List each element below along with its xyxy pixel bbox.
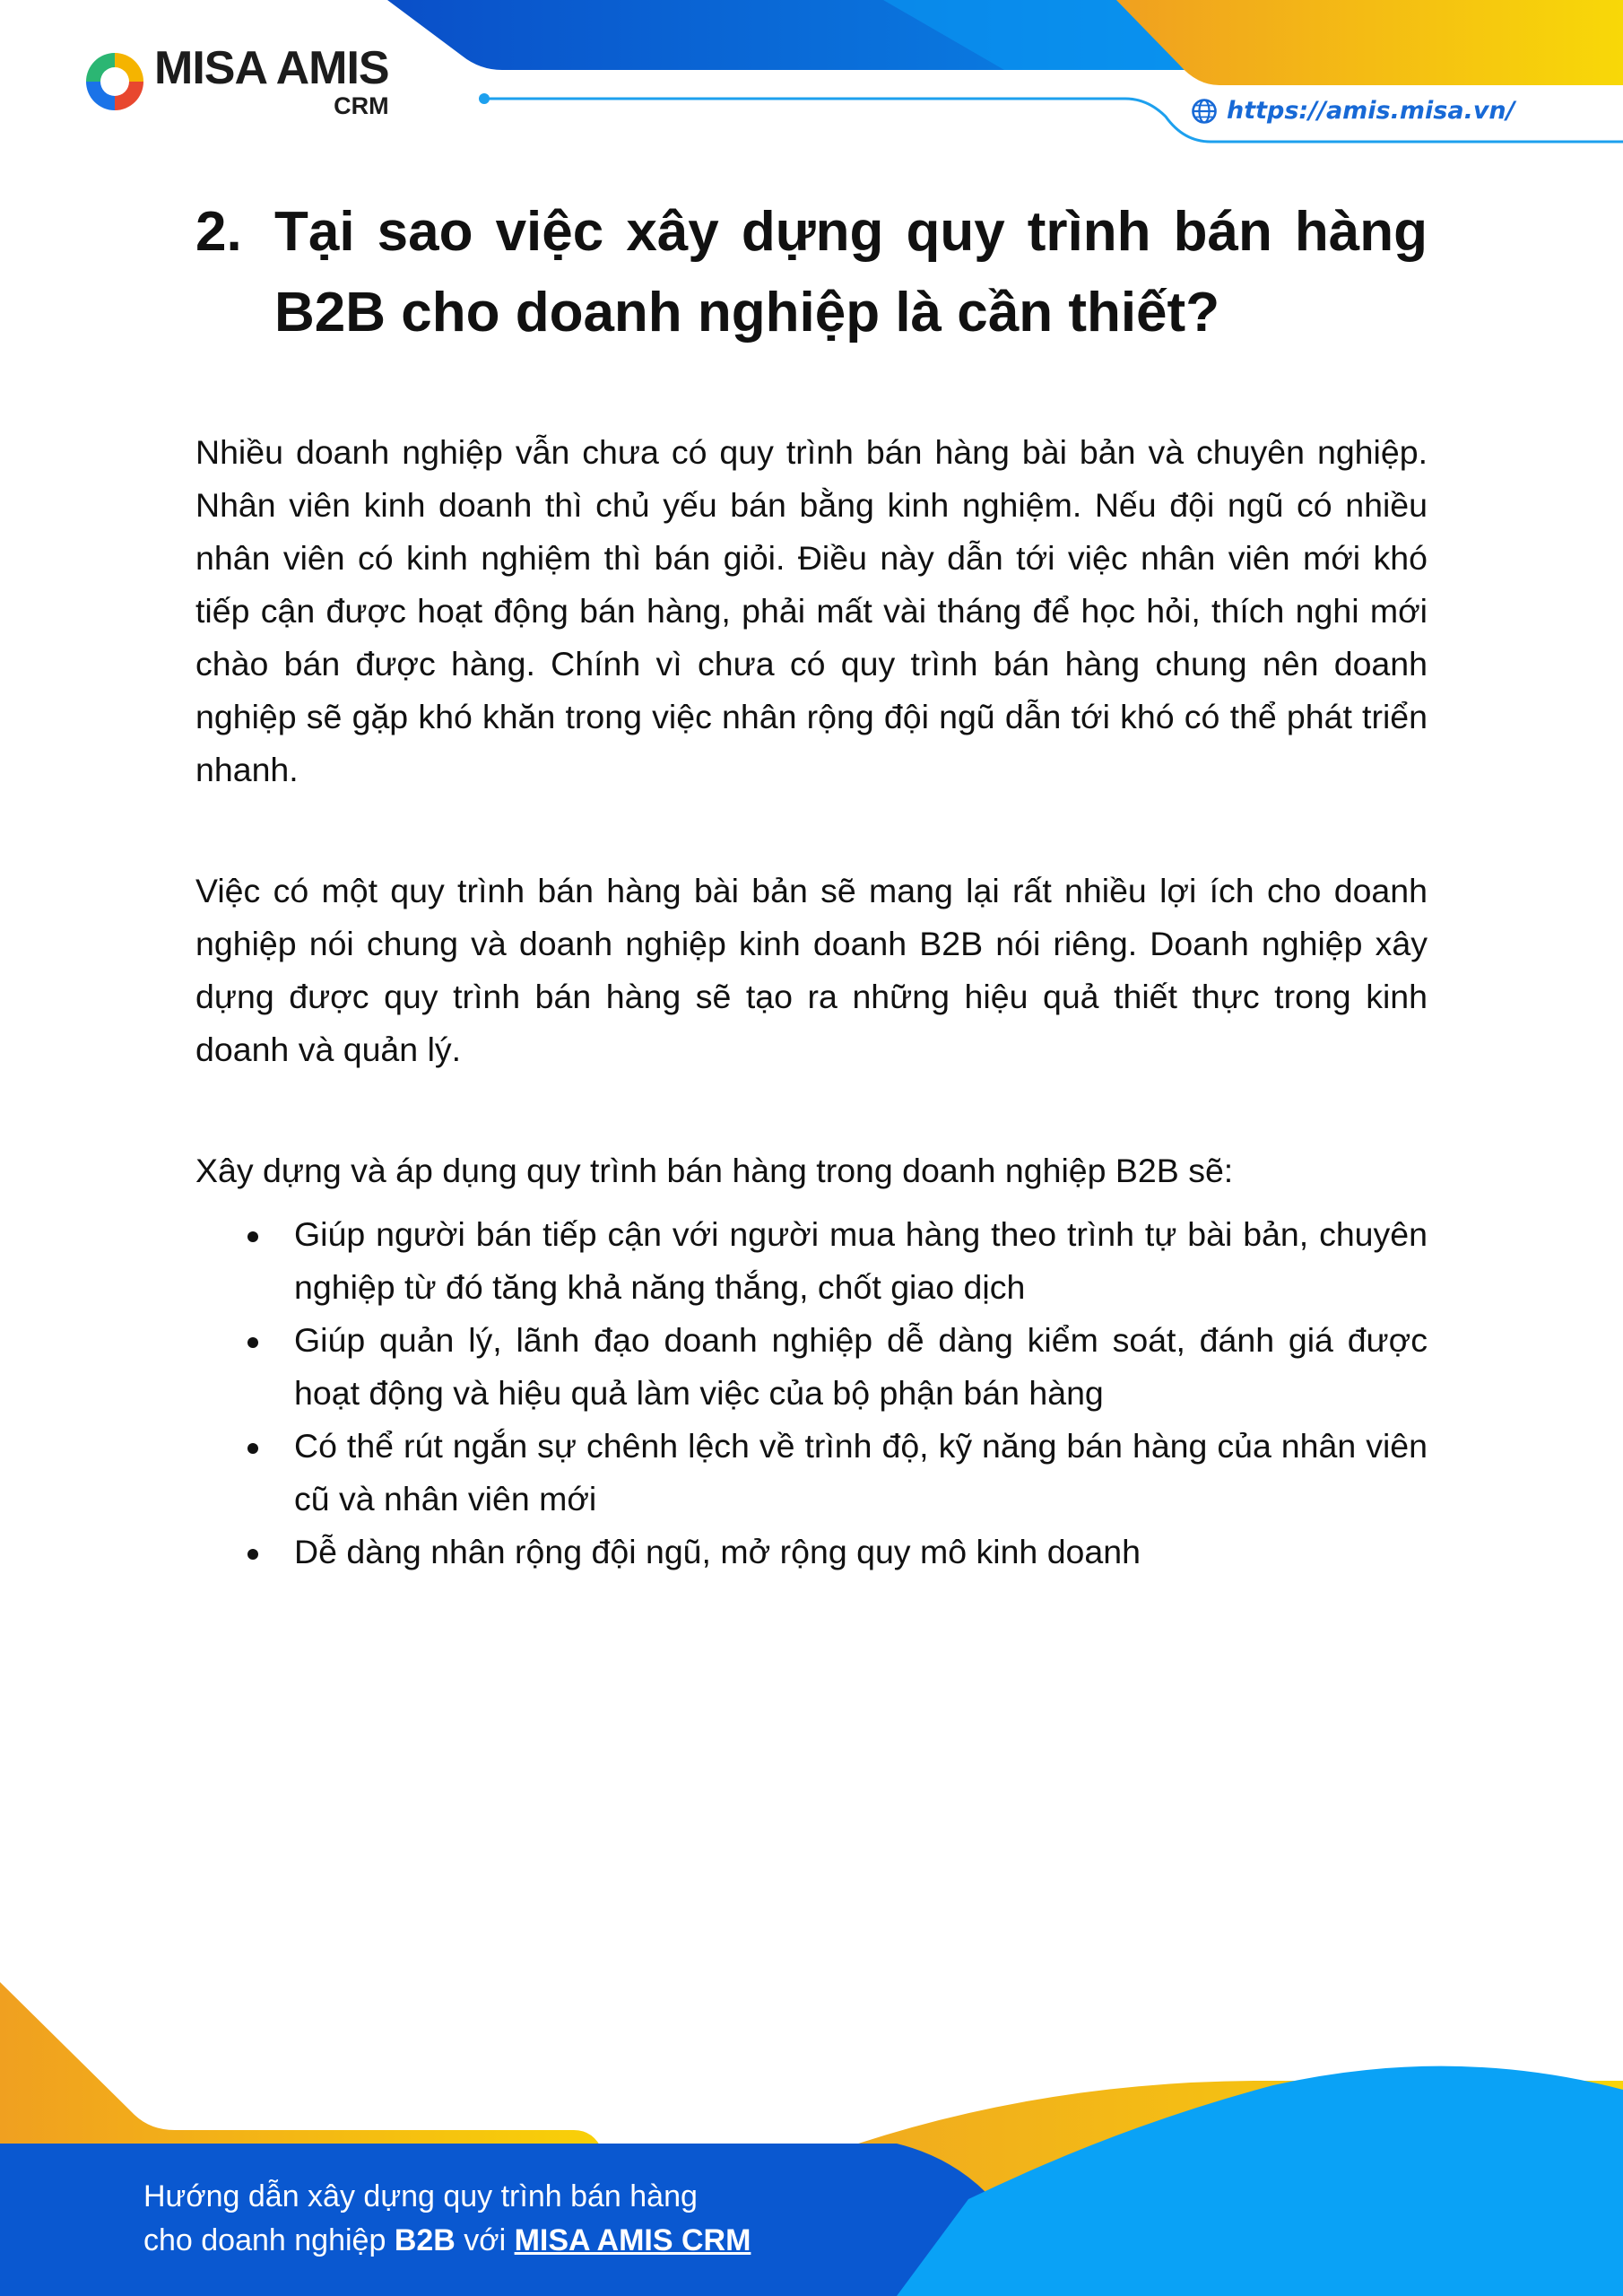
logo-sub-text: CRM — [334, 92, 389, 119]
section-title: Tại sao việc xây dựng quy trình bán hàng B2B cho doanh nghiệp là cần thiết? — [274, 201, 1428, 344]
footer-b2b: B2B — [394, 2223, 456, 2257]
bullet-icon — [247, 1231, 258, 1242]
list-item — [195, 1208, 1428, 1314]
section-heading — [195, 192, 1428, 353]
benefits-list — [195, 1208, 1428, 1578]
misa-logo-icon — [82, 49, 147, 114]
footer-line-1: Hướng dẫn xây dựng quy trình bán hàng — [143, 2179, 698, 2213]
footer-line-2-prefix: cho doanh nghiệp — [143, 2223, 395, 2257]
footer-caption — [143, 2175, 950, 2263]
list-item — [195, 1420, 1428, 1526]
paragraph-1: Nhiều doanh nghiệp vẫn chưa có quy trình bán hàng bài bản và chuyên nghiệp. Nhân viên kinh doanh thì chủ yếu bán bằng kinh nghiệm. Nếu đội ngũ có nhiều nhân viên có kinh nghiệm thì bán giỏi. Điều này dẫn tới việc nhân viên mới khó tiếp cận được hoạt động bán hàng, phải mất vài tháng để học hỏi, thích nghi mới chào bán được hàng. Chính vì chưa có quy trình bán hàng chung nên doanh nghiệp sẽ gặp khó khăn trong việc nhân rộng đội ngũ dẫn tới khó có thể phát triển nhanh. — [195, 433, 1428, 788]
bullet-icon — [247, 1443, 258, 1454]
website-link[interactable] — [1191, 97, 1515, 125]
bullet-icon — [247, 1337, 258, 1348]
list-item-text: Giúp quản lý, lãnh đạo doanh nghiệp dễ dàng kiểm soát, đánh giá được hoạt động và hiệu quả làm việc của bộ phận bán hàng — [294, 1321, 1428, 1412]
misa-amis-crm-logo[interactable] — [82, 42, 389, 119]
list-item-text: Có thể rút ngắn sự chênh lệch về trình độ, kỹ năng bán hàng của nhân viên cũ và nhân viên mới — [294, 1427, 1428, 1518]
footer-line-2 — [143, 2219, 950, 2263]
logo-brand-text: MISA AMIS — [154, 42, 389, 94]
footer-brand-link[interactable]: MISA AMIS CRM — [514, 2223, 751, 2257]
list-item-text: Giúp người bán tiếp cận với người mua hàng theo trình tự bài bản, chuyên nghiệp từ đó tăng khả năng thắng, chốt giao dịch — [294, 1215, 1428, 1306]
list-item-text: Dễ dàng nhân rộng đội ngũ, mở rộng quy mô kinh doanh — [294, 1533, 1141, 1570]
list-item — [195, 1314, 1428, 1420]
globe-icon — [1191, 98, 1218, 125]
paragraph-3: Xây dựng và áp dụng quy trình bán hàng trong doanh nghiệp B2B sẽ: — [195, 1152, 1234, 1189]
bullet-icon — [247, 1549, 258, 1560]
website-url: https://amis.misa.vn/ — [1227, 97, 1515, 125]
list-item — [195, 1526, 1428, 1578]
footer-line-2-mid: với — [455, 2223, 515, 2257]
paragraph-2: Việc có một quy trình bán hàng bài bản sẽ mang lại rất nhiều lợi ích cho doanh nghiệp nói chung và doanh nghiệp kinh doanh B2B nói riêng. Doanh nghiệp xây dựng được quy trình bán hàng sẽ tạo ra những hiệu quả thiết thực trong kinh doanh và quản lý. — [195, 872, 1428, 1068]
section-number: 2. — [195, 201, 242, 263]
